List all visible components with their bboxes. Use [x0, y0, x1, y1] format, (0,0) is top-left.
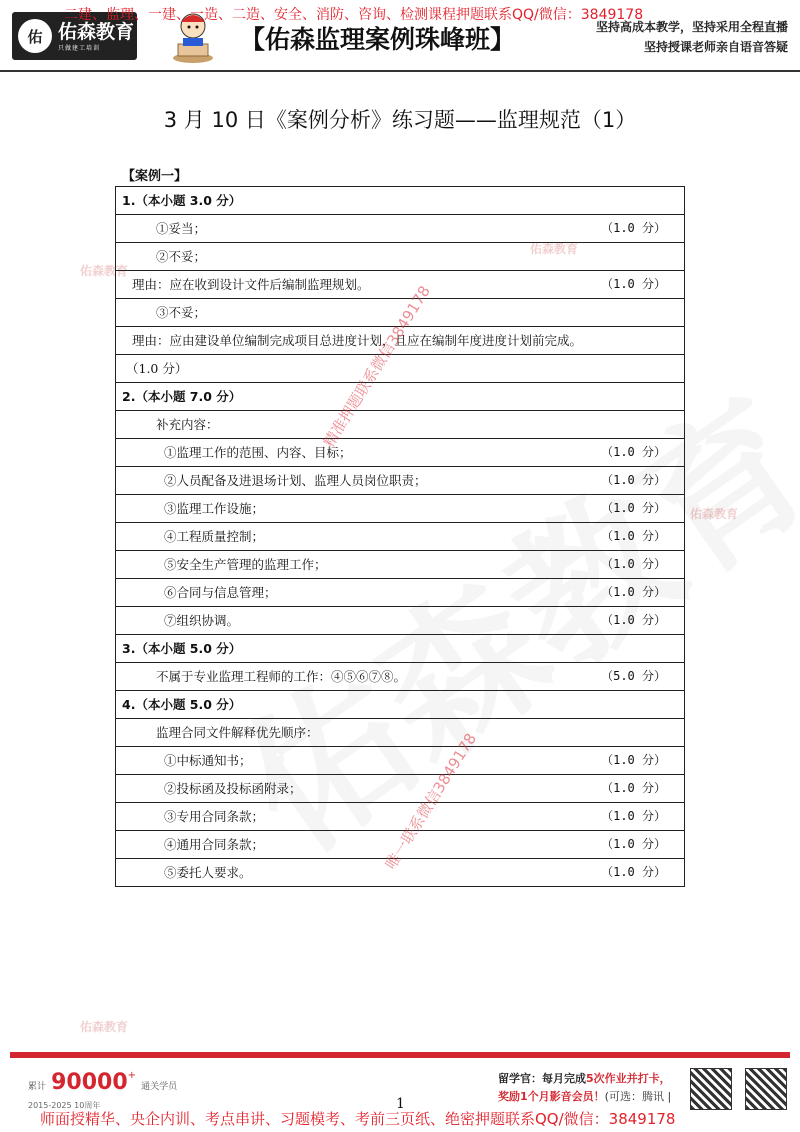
footer-promo-line-2	[498, 1088, 671, 1104]
answer-text: ⑦组织协调。	[164, 613, 240, 628]
answer-row-content	[116, 187, 666, 214]
answer-cell	[116, 411, 685, 439]
answer-cell	[116, 803, 685, 831]
footer-stat-pre: 累计	[28, 1082, 47, 1092]
question-heading: 1.（本小题 3.0 分）	[122, 193, 242, 208]
answer-text: ⑤委托人要求。	[164, 865, 252, 880]
answer-text: ③不妥；	[156, 305, 207, 320]
answer-text: 补充内容：	[156, 417, 219, 432]
footer-stat	[28, 1070, 177, 1095]
score-label: （1.0 分）	[601, 221, 666, 235]
answer-row	[116, 803, 685, 831]
answer-cell	[116, 691, 685, 719]
answer-text: 理由：应由建设单位编制完成项目总进度计划，且应在编制年度进度计划前完成。	[132, 333, 583, 348]
score-label: （1.0 分）	[601, 473, 666, 487]
logo-name: 佑森教育	[58, 20, 135, 43]
answer-text: ②投标函及投标函附录；	[164, 781, 302, 796]
answer-row-content	[164, 607, 666, 634]
logo-tagline: 只做建工培训	[58, 44, 101, 52]
footer-promo-1a: 留学官：每月完成	[498, 1072, 586, 1085]
answer-cell	[116, 439, 685, 467]
answer-row-content	[164, 551, 666, 578]
qr-code-icon	[745, 1068, 787, 1110]
case-label: 【案例一】	[122, 169, 188, 184]
footer-promo-2b: (可选：腾讯 |	[604, 1090, 672, 1103]
page-number: 1	[396, 1096, 405, 1112]
answer-row-content	[164, 523, 666, 550]
footer-promo-line-1	[498, 1070, 671, 1086]
side-watermark-logo: 佑森教育	[690, 507, 739, 521]
question-heading: 3.（本小题 5.0 分）	[122, 641, 242, 656]
answer-text: （1.0 分）	[126, 361, 188, 376]
score-label: （5.0 分）	[601, 669, 666, 683]
header-slogan-1: 坚持高成本教学，坚持采用全程直播	[595, 20, 788, 34]
answer-row-content	[164, 747, 666, 774]
score-label: （1.0 分）	[601, 445, 666, 459]
answer-cell	[116, 635, 685, 663]
score-label: （1.0 分）	[601, 613, 666, 627]
document-title: 3 月 10 日《案例分析》练习题——监理规范（1）	[163, 108, 637, 132]
answer-text: ③监理工作设施；	[164, 501, 265, 516]
answer-row	[116, 411, 685, 439]
answer-cell	[116, 663, 685, 691]
answer-row-content	[164, 859, 666, 886]
answer-row	[116, 691, 685, 719]
answer-row-content	[164, 439, 666, 466]
answer-cell	[116, 775, 685, 803]
answer-text: ①中标通知书；	[164, 753, 252, 768]
answer-row	[116, 271, 685, 299]
page-header	[0, 0, 800, 72]
answer-cell	[116, 607, 685, 635]
score-label: （1.0 分）	[601, 781, 666, 795]
answer-table	[115, 186, 685, 887]
score-label: （1.0 分）	[601, 501, 666, 515]
answer-cell	[116, 719, 685, 747]
answer-row	[116, 719, 685, 747]
answer-cell	[116, 187, 685, 215]
answer-row	[116, 607, 685, 635]
answer-text: ④通用合同条款；	[164, 837, 265, 852]
score-label: （1.0 分）	[601, 837, 666, 851]
score-label: （1.0 分）	[601, 865, 666, 879]
red-watermark: 唯一联系微信3849178	[381, 730, 481, 873]
footer-stat-number: 90000	[51, 1070, 128, 1095]
answer-row	[116, 243, 685, 271]
answer-row	[116, 467, 685, 495]
answer-row-content	[156, 719, 666, 746]
answer-row	[116, 495, 685, 523]
answer-row-content	[156, 663, 666, 690]
score-label: （1.0 分）	[601, 277, 666, 291]
answer-cell	[116, 215, 685, 243]
answer-text: ⑥合同与信息管理；	[164, 585, 277, 600]
answer-row-content	[164, 467, 666, 494]
score-label: （1.0 分）	[601, 809, 666, 823]
header-divider	[0, 70, 800, 72]
answer-text: ①妥当；	[156, 221, 207, 236]
answer-row-content	[132, 271, 666, 298]
header-slogan-2: 坚持授课老师亲自语音答疑	[643, 40, 788, 54]
answer-row	[116, 747, 685, 775]
answer-text: ②人员配备及进退场计划、监理人员岗位职责；	[164, 473, 427, 488]
header-red-watermark: 二建、监理、一建、一造、二造、安全、消防、咨询、检测课程押题联系QQ/微信：3849178	[64, 7, 644, 23]
footer-stat-post: 通关学员	[141, 1082, 178, 1092]
header-title: 【佑森监理案例珠峰班】	[240, 25, 516, 54]
answer-text: ①监理工作的范围、内容、目标；	[164, 445, 352, 460]
answer-row-content	[164, 579, 666, 606]
red-watermark: 精准押题联系微信3849178	[319, 282, 434, 451]
answer-row	[116, 663, 685, 691]
answer-cell	[116, 355, 685, 383]
answer-row	[116, 439, 685, 467]
score-label: （1.0 分）	[601, 753, 666, 767]
score-label: （1.0 分）	[601, 585, 666, 599]
answer-row-content	[126, 355, 666, 382]
answer-row	[116, 523, 685, 551]
footer-years: 2015-2025 10周年	[28, 1101, 101, 1110]
answer-row	[116, 187, 685, 215]
answer-row	[116, 355, 685, 383]
footer-stat-plus: +	[127, 1070, 137, 1081]
answer-row	[116, 551, 685, 579]
answer-row-content	[116, 635, 666, 662]
answer-cell	[116, 523, 685, 551]
question-heading: 2.（本小题 7.0 分）	[122, 389, 242, 404]
answer-cell	[116, 579, 685, 607]
answer-row	[116, 215, 685, 243]
answer-row	[116, 579, 685, 607]
answer-text: ④工程质量控制；	[164, 529, 265, 544]
answer-row-content	[164, 775, 666, 802]
answer-cell	[116, 495, 685, 523]
question-heading: 4.（本小题 5.0 分）	[122, 697, 242, 712]
answer-row-content	[116, 383, 666, 410]
side-watermark-logo: 佑森教育	[530, 242, 579, 256]
answer-row-content	[164, 495, 666, 522]
answer-row-content	[156, 243, 666, 270]
logo-seal-icon: 佑	[18, 19, 52, 53]
answer-cell	[116, 383, 685, 411]
answer-row	[116, 775, 685, 803]
side-watermark-logo: 佑森教育	[80, 1020, 129, 1034]
score-label: （1.0 分）	[601, 557, 666, 571]
answer-cell	[116, 467, 685, 495]
answer-row-content	[156, 215, 666, 242]
answer-cell	[116, 551, 685, 579]
answer-text: ③专用合同条款；	[164, 809, 265, 824]
answer-text: ⑤安全生产管理的监理工作；	[164, 557, 327, 572]
answer-text: 监理合同文件解释优先顺序：	[156, 725, 319, 740]
answer-row-content	[116, 691, 666, 718]
answer-cell	[116, 271, 685, 299]
answer-text: 理由：应在收到设计文件后编制监理规划。	[132, 277, 370, 292]
score-label: （1.0 分）	[601, 529, 666, 543]
answer-cell	[116, 243, 685, 271]
qr-code-icon	[690, 1068, 732, 1110]
side-watermark-logo: 佑森教育	[80, 264, 129, 278]
answer-row	[116, 383, 685, 411]
answer-cell	[116, 747, 685, 775]
answer-row-content	[156, 411, 666, 438]
answer-text: ②不妥；	[156, 249, 207, 264]
answer-row	[116, 635, 685, 663]
answer-text: 不属于专业监理工程师的工作：④⑤⑥⑦⑧。	[156, 669, 407, 684]
footer-bar	[10, 1052, 790, 1058]
footer-promo-2a: 奖励1个月影音会员！	[498, 1090, 605, 1103]
logo-text	[58, 21, 134, 52]
footer-red-watermark: 师面授精华、央企内训、考点串讲、习题模考、考前三页纸、绝密押题联系QQ/微信：3849178	[40, 1110, 676, 1128]
footer-promo-1b: 5次作业并打卡，	[586, 1072, 671, 1085]
